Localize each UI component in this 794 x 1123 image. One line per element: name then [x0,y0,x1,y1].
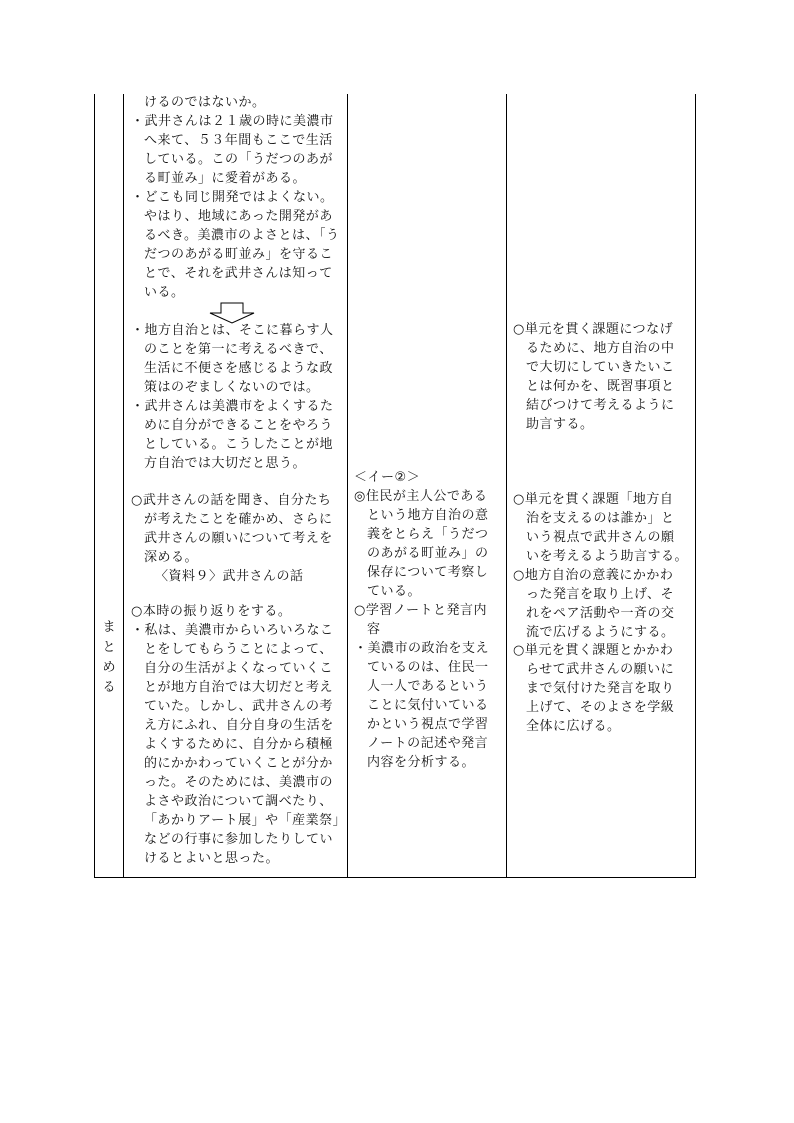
evaluation-item: ◎住民が主人公である という地方自治の意 義をとらえ「うだつ のあがる町並み」の 保存について考察し ている。 [354,489,489,599]
column-divider [506,94,507,877]
evaluation-item: ○学習ノートと発言内 容 [354,603,487,637]
activity-item: ○武井さんの話を聞き、自分たち が考えたことを確かめ、さらに 武井さんの願いについて考えを 深める。 [131,493,333,565]
guidance-item: ○地方自治の意義にかかわ った発言を取り上げ、そ れをペア活動や一斉の交 流で広げるようにする。 [513,568,675,640]
column-divider [123,94,124,877]
guidance-item: ○単元を貫く課題につなげ るために、地方自治の中 で大切にしていきたいこ とは何かを、既習事項と 結びつけて考えるように 助言する。 [513,322,675,432]
evaluation-tag: ＜イー②＞ [354,470,421,485]
material-reference: 〈資料９〉武井さんの話 [155,569,304,584]
activity-line: けるのではないか。 [144,95,266,110]
activity-bullet: ・武井さんは２１歳の時に美濃市 へ来て、５３年間もここで生活 している。この「うだつのあが る町並み」に愛着がある。 [131,114,334,186]
activity-bullet: ・武井さんは美濃市をよくするた めに自分ができることをやろう としている。こうしたことが地 方自治では大切だと思う。 [131,399,334,471]
evaluation-item: ・美濃市の政治を支え ているのは、住民一 人一人であるという ことに気付いている かという視点で学習 ノートの記述や発言 内容を分析する。 [354,641,490,770]
column-divider [347,94,348,877]
activity-item: ○本時の振り返りをする。 [131,604,292,619]
stage-label: まとめる [102,620,116,695]
lesson-plan-table [94,94,696,878]
activity-bullet: ・私は、美濃市からいろいろなこ とをしてもらうことによって、 自分の生活がよくなっていくこ とが地方自治では大切だと考え ていた。しかし、武井さんの考 え方にふれ、自分自身の生活を よくするために、自分から積極 的にかかわっていくことが分か った。そのためには、美濃市の よさや政治について調べたり、 「あかりアート展」や「産業祭」 などの行事に参加したりしてい けるとよいと思った。 [131,623,347,866]
guidance-item: ○単元を貫く課題「地方自 治を支えるのは誰か」と いう視点で武井さんの願 いを考えるよう助言する。 [513,492,689,564]
activity-bullet: ・どこも同じ開発ではよくない。 やはり、地域にあった開発があ るべき。美濃市のよさとは、「う だつのあがる町並み」を守るこ とで、それを武井さんは知って いる。 [131,190,340,300]
activity-bullet: ・地方自治とは、そこに暮らす人 のことを第一に考えるべきで、 生活に不便さを感じるような政 策はのぞましくないのでは。 [131,323,334,395]
guidance-item: ○単元を貫く課題とかかわ らせて武井さんの願いに まで気付けた発言を取り 上げて、そのよさを学級 全体に広げる。 [513,643,675,734]
